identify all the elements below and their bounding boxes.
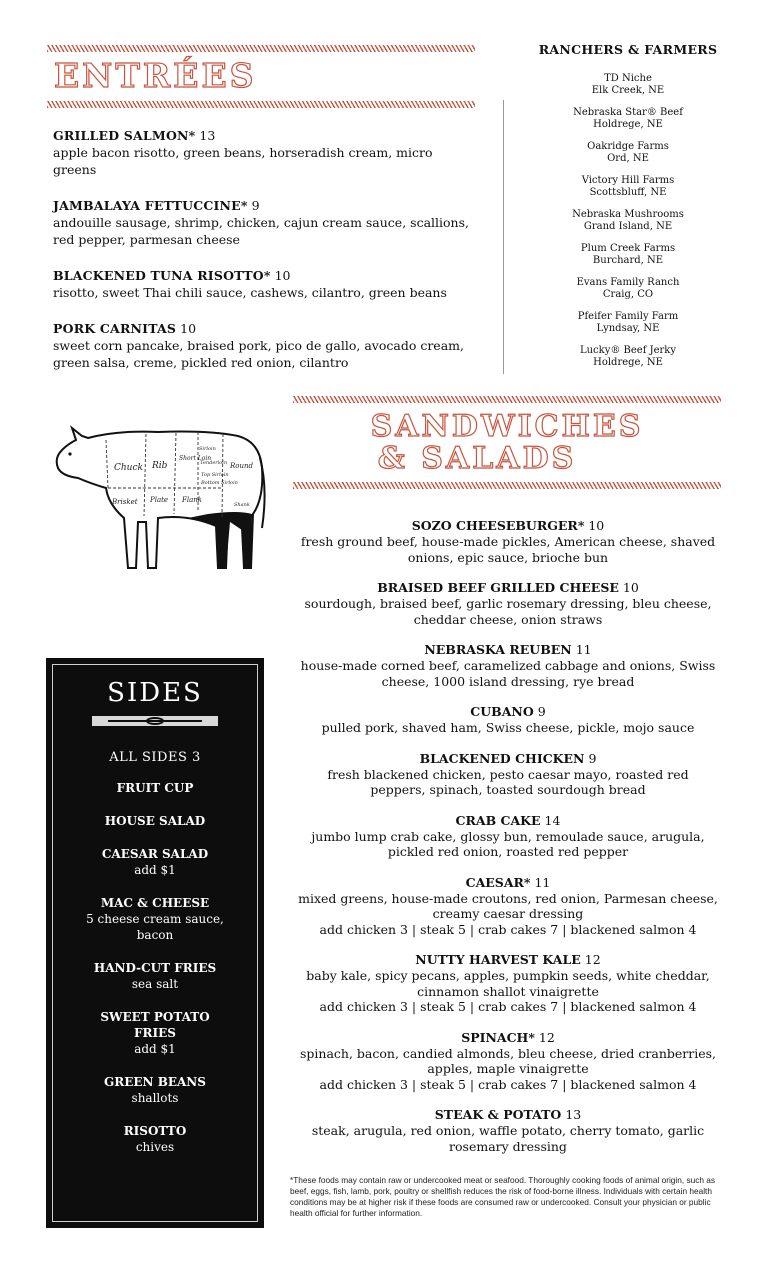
farm-name: Victory Hill Farms	[581, 175, 675, 186]
farm-location: Scottsbluff, NE	[589, 187, 667, 198]
sandwich-name: CAESAR*	[465, 874, 531, 890]
sandwich-name: SPINACH*	[461, 1029, 535, 1045]
farm-name: Lucky® Beef Jerky	[579, 345, 677, 356]
sandwiches-title-line1: SANDWICHES	[370, 409, 644, 444]
entrees-top-rule	[47, 45, 475, 52]
farm-name: Plum Creek Farms	[580, 243, 676, 254]
side-name: HOUSE SALAD	[104, 814, 206, 828]
entree-name: JAMBALAYA FETTUCCINE*	[53, 198, 248, 213]
sandwich-desc: fresh ground beef, house-made pickles, American cheese, shaved onions, epic sauce, brioche bun	[300, 534, 716, 565]
sandwich-desc: pulled pork, shaved ham, Swiss cheese, pickle, mojo sauce	[321, 720, 695, 735]
entree-name: BLACKENED TUNA RISOTTO*	[53, 268, 271, 283]
column-divider	[503, 100, 504, 374]
sides-title: SIDES	[107, 678, 203, 708]
cut-label: Tenderloin	[200, 460, 228, 466]
farm-entry	[510, 73, 746, 97]
entree-item	[53, 195, 473, 248]
side-sub: add $1	[134, 1042, 176, 1056]
sandwich-name: NUTTY HARVEST KALE	[415, 952, 581, 967]
cut-label: Brisket	[112, 498, 138, 506]
sandwich-name: BRAISED BEEF GRILLED CHEESE	[377, 580, 619, 595]
sandwich-desc: spinach, bacon, candied almonds, bleu cheese, dried cranberries, apples, maple vinaigrette	[300, 1045, 716, 1076]
sandwich-item	[298, 515, 718, 565]
farm-location: Lyndsay, NE	[596, 323, 660, 334]
side-sub: add $1	[134, 863, 176, 877]
sandwich-item	[298, 1027, 718, 1093]
sandwich-price: 9	[537, 704, 546, 719]
sandwich-desc: sourdough, braised beef, garlic rosemary dressing, bleu cheese, cheddar cheese, onion straws	[304, 596, 712, 627]
sandwich-item	[298, 701, 718, 736]
side-item	[46, 846, 264, 878]
ranchers-title: RANCHERS & FARMERS	[538, 42, 718, 57]
sides-list	[46, 750, 264, 1172]
entree-name: PORK CARNITAS	[53, 321, 177, 336]
farm-location: Craig, CO	[602, 289, 654, 300]
farm-entry	[510, 141, 746, 165]
sides-panel	[46, 658, 264, 1228]
farm-entry	[510, 107, 746, 131]
side-item	[46, 813, 264, 829]
side-sub: 5 cheese cream sauce, bacon	[86, 912, 224, 942]
entree-item	[53, 125, 473, 178]
cut-label: Chuck	[114, 463, 143, 473]
food-safety-disclaimer: *These foods may contain raw or undercooked meat or seafood. Thoroughly cooking foods of animal origin, such as beef, eggs, fish, lamb, pork, poultry or shellfish reduces the risk of food-borne illness. Individuals with certain health conditions may be at higher risk if these foods are consumed raw or undercooked. Consult your physician or public health official for further information.	[290, 1175, 716, 1218]
farm-name: Pfeifer Family Farm	[577, 311, 679, 322]
sandwich-name: CRAB CAKE	[455, 812, 541, 828]
side-item	[46, 1123, 264, 1155]
sandwich-name: SOZO CHEESEBURGER*	[411, 518, 585, 533]
cut-label: Plate	[150, 496, 169, 504]
sandwich-name: CUBANO	[470, 704, 534, 719]
sides-ornament	[92, 716, 218, 726]
farm-name: Nebraska Star® Beef	[573, 107, 683, 118]
sandwich-price: 10	[622, 580, 639, 595]
side-sub: chives	[135, 1140, 175, 1154]
sandwich-addons: add chicken 3 | steak 5 | crab cakes 7 | blackened salmon 4	[319, 1076, 697, 1092]
entree-desc: risotto, sweet Thai chili sauce, cashews, cilantro, green beans	[53, 285, 447, 300]
side-item	[46, 895, 264, 943]
side-item	[46, 780, 264, 796]
entree-desc: andouille sausage, shrimp, chicken, cajun cream sauce, scallions, red pepper, parmesan cheese	[53, 215, 469, 247]
farm-location: Burchard, NE	[592, 255, 664, 266]
farm-entry	[510, 209, 746, 233]
cut-label: Top Sirloin	[201, 472, 229, 478]
cut-label: Sirloin	[199, 446, 216, 452]
sandwich-item	[298, 1104, 718, 1154]
entree-price: 10	[180, 321, 197, 336]
farm-location: Holdrege, NE	[593, 357, 663, 368]
farm-location: Ord, NE	[607, 153, 649, 164]
entrees-list	[53, 125, 473, 388]
sandwich-desc: mixed greens, house-made croutons, red onion, Parmesan cheese, creamy caesar dressing	[298, 890, 718, 921]
sandwiches-top-rule	[293, 396, 721, 403]
entree-item	[53, 318, 473, 371]
side-item	[46, 1074, 264, 1106]
side-name: MAC & CHEESE	[100, 896, 210, 910]
sandwiches-bottom-rule	[293, 482, 721, 489]
cut-label: Shank	[234, 502, 250, 508]
farm-location: Elk Creek, NE	[591, 85, 665, 96]
side-name: RISOTTO	[123, 1124, 187, 1138]
sandwich-item	[298, 810, 718, 860]
cut-label: Flank	[182, 496, 203, 504]
cut-label: Bottom Sirloin	[201, 480, 238, 486]
side-name: FRUIT CUP	[116, 781, 194, 795]
farm-entry	[510, 311, 746, 335]
sandwich-addons: add chicken 3 | steak 5 | crab cakes 7 | blackened salmon 4	[319, 999, 697, 1014]
cut-label: Short Loin	[179, 455, 212, 462]
entree-desc: sweet corn pancake, braised pork, pico de gallo, avocado cream, green salsa, creme, pickled red onion, cilantro	[53, 338, 464, 370]
side-item	[46, 960, 264, 992]
entree-desc: apple bacon risotto, green beans, horseradish cream, micro greens	[53, 145, 433, 177]
farm-location: Grand Island, NE	[583, 221, 673, 232]
farm-name: Oakridge Farms	[587, 141, 669, 152]
farm-name: Evans Family Ranch	[576, 277, 680, 288]
sandwich-desc: steak, arugula, red onion, waffle potato, cherry tomato, garlic rosemary dressing	[311, 1123, 705, 1154]
entree-price: 10	[274, 268, 291, 283]
entree-name: GRILLED SALMON*	[53, 128, 196, 143]
farm-entry	[510, 175, 746, 199]
sandwich-addons: add chicken 3 | steak 5 | crab cakes 7 | blackened salmon 4	[319, 921, 697, 937]
side-item	[46, 1009, 264, 1057]
sandwich-price: 11	[575, 642, 592, 657]
entree-price: 13	[199, 128, 216, 143]
sandwich-item	[298, 748, 718, 798]
farm-name: TD Niche	[604, 73, 652, 84]
farm-entry	[510, 277, 746, 301]
farm-entry	[510, 345, 746, 369]
sandwich-desc: baby kale, spicy pecans, apples, pumpkin seeds, white cheddar, cinnamon shallot vinaigrette	[306, 968, 710, 999]
side-name: SWEET POTATO FRIES	[100, 1010, 210, 1040]
cut-label: Round	[230, 462, 253, 470]
sandwich-desc: fresh blackened chicken, pesto caesar mayo, roasted red peppers, spinach, toasted sourdough bread	[327, 766, 689, 797]
all-sides-price: ALL SIDES 3	[109, 750, 201, 765]
sandwich-name: BLACKENED CHICKEN	[419, 750, 585, 766]
sandwich-item	[298, 872, 718, 938]
sandwich-price: 13	[565, 1107, 582, 1122]
side-sub: shallots	[131, 1091, 179, 1105]
ranchers-section	[510, 42, 746, 379]
sandwich-price: 11	[534, 874, 551, 890]
sandwich-name: STEAK & POTATO	[434, 1107, 562, 1122]
sandwich-item	[298, 949, 718, 1015]
sandwich-name: NEBRASKA REUBEN	[424, 642, 572, 657]
cow-eye	[68, 452, 71, 455]
sandwich-desc: house-made corned beef, caramelized cabbage and onions, Swiss cheese, 1000 island dressing, rye bread	[300, 658, 716, 689]
side-sub: sea salt	[131, 977, 179, 991]
farm-name: Nebraska Mushrooms	[572, 209, 684, 220]
entree-item	[53, 265, 473, 301]
sandwich-price: 14	[544, 812, 561, 828]
sandwiches-list	[298, 515, 718, 1166]
sandwich-item	[298, 639, 718, 689]
side-name: GREEN BEANS	[104, 1075, 206, 1089]
beef-cuts-cow-illustration	[48, 418, 270, 583]
sandwich-price: 12	[538, 1029, 555, 1045]
sandwich-desc: jumbo lump crab cake, glossy bun, remoulade sauce, arugula, pickled red onion, roasted red pepper	[311, 828, 705, 859]
sandwich-item	[298, 577, 718, 627]
side-name: CAESAR SALAD	[101, 847, 209, 861]
farm-entry	[510, 243, 746, 267]
cut-label: Rib	[152, 461, 168, 471]
entree-price: 9	[251, 198, 260, 213]
side-name: HAND-CUT FRIES	[93, 961, 217, 975]
entrees-bottom-rule	[47, 101, 475, 108]
farm-location: Holdrege, NE	[593, 119, 663, 130]
entrees-title: ENTRÉES	[54, 56, 257, 95]
sandwich-price: 12	[584, 952, 601, 967]
sandwich-price: 10	[588, 518, 605, 533]
sandwich-price: 9	[588, 750, 597, 766]
sandwiches-title-line2: & SALADS	[377, 441, 577, 476]
